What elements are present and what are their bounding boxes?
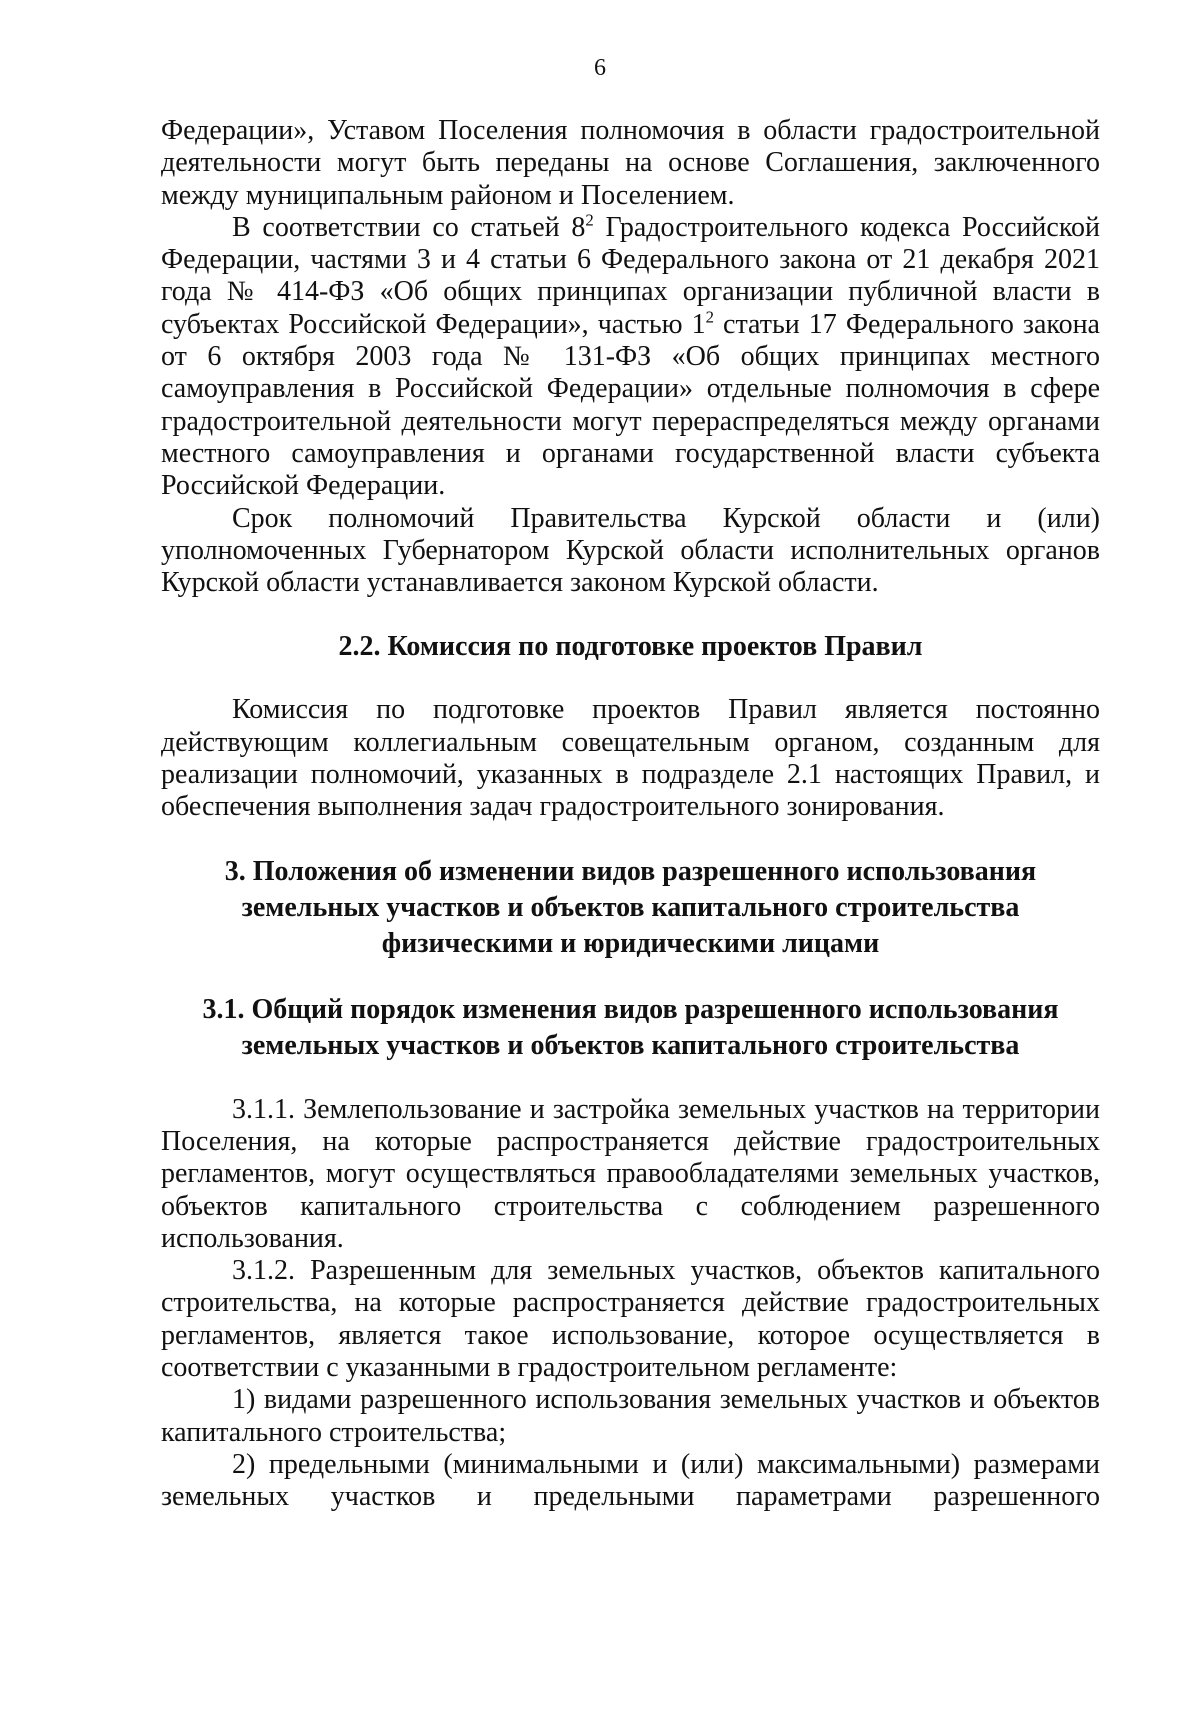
paragraph-commission: Комиссия по подготовке проектов Правил является постоянно действующим коллегиальным совещательным органом, созданным для реализации полномочий, указанных в подразделе 2.1 настоящих Правил, и обеспечения выполнения задач градостроительного зонирования. — [161, 694, 1100, 823]
paragraph-legal-basis-part-2: Градостроительного кодекса Российской Федерации, частями 3 и 4 статьи 6 Федерального закона от 21 декабря 2021 года № 414-ФЗ «Об общих принципах организации публичной власти в субъектах Российской Федерации», частью 1 — [161, 211, 1100, 340]
paragraph-legal-basis — [161, 212, 1100, 503]
list-item-2: 2) предельными (минимальными и (или) максимальными) размерами земельных участков и предельными параметрами разрешенного — [161, 1448, 1100, 1513]
heading-3-line-2: земельных участков и объектов капитального строительства — [241, 891, 1020, 923]
list-item-1: 1) видами разрешенного использования земельных участков и объектов капитального строительства; — [161, 1384, 1100, 1448]
page-number: 6 — [594, 55, 606, 81]
paragraph-term-of-authority: Срок полномочий Правительства Курской области и (или) уполномоченных Губернатором Курской области исполнительных органов Курской области устанавливается законом Курской области. — [161, 502, 1100, 599]
paragraph-legal-basis-part-1: В соответствии со статьей 8 — [232, 211, 586, 243]
paragraph-legal-basis-part-3: статьи 17 Федерального закона от 6 октября 2003 года № 131-ФЗ «Об общих принципах местного самоуправления в Российской Федерации» отдельные полномочия в сфере градостроительной деятельности могут перераспределяться между органами местного самоуправления и органами государственной власти субъекта Российской Федерации. — [161, 308, 1100, 502]
paragraph-3-1-2: 3.1.2. Разрешенным для земельных участков, объектов капитального строительства, на которые распространяется действие градостроительных регламентов, является такое использование, которое осуществляется в соответствии с указанными в градостроительном регламенте: — [161, 1255, 1100, 1384]
paragraph-3-1-1: 3.1.1. Землепользование и застройка земельных участков на территории Поселения, на которые распространяется действие градостроительных регламентов, могут осуществляться правообладателями земельных участков, объектов капитального строительства с соблюдением разрешенного использования. — [161, 1093, 1100, 1254]
heading-3-1 — [161, 992, 1100, 1064]
document-body — [161, 115, 1100, 1514]
heading-3-line-3: физическими и юридическими лицами — [381, 927, 880, 959]
superscript-2-part: 2 — [705, 307, 715, 327]
heading-3-1-line-1: 3.1. Общий порядок изменения видов разрешенного использования — [202, 993, 1059, 1025]
paragraph-authority-transfer: Федерации», Уставом Поселения полномочия в области градостроительной деятельности могут быть переданы на основе Соглашения, заключенного между муниципальным районом и Поселением. — [161, 115, 1100, 211]
heading-3 — [161, 854, 1100, 962]
superscript-2-article: 2 — [585, 210, 594, 230]
heading-3-1-line-2: земельных участков и объектов капитального строительства — [241, 1029, 1020, 1061]
heading-3-line-1: 3. Положения об изменении видов разрешенного использования — [224, 855, 1037, 887]
heading-2-2: 2.2. Комиссия по подготовке проектов Правил — [338, 631, 923, 663]
